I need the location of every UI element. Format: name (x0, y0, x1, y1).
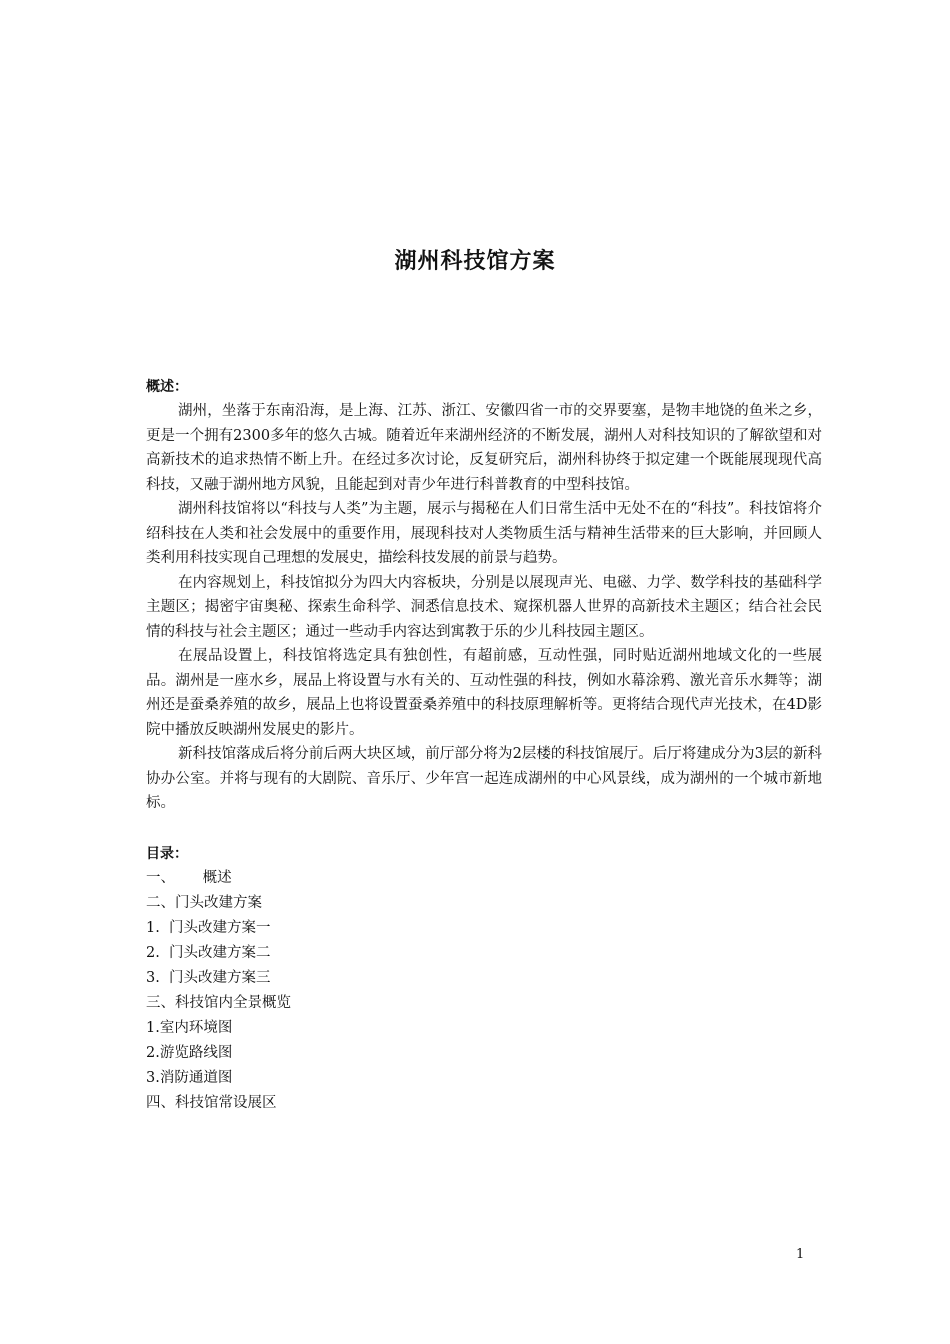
overview-paragraph-5: 新科技馆落成后将分前后两大块区域，前厅部分将为2层楼的科技馆展厅。后厅将建成分为3层的新科协办公室。并将与现有的大剧院、音乐厅、少年宫一起连成湖州的中心风景线，成为湖州的一个城市新地标。 (146, 746, 822, 811)
toc-item-entrance-plan-3: 3. 门头改建方案三 (146, 969, 271, 986)
toc-item-permanent-exhibits: 四、科技馆常设展区 (146, 1094, 277, 1111)
toc-item-fire-exit: 3.消防通道图 (146, 1069, 233, 1086)
table-of-contents (146, 866, 822, 1116)
overview-paragraph-3: 在内容规划上，科技馆拟分为四大内容板块，分别是以展现声光、电磁、力学、数学科技的基础科学主题区；揭密宇宙奥秘、探索生命科学、洞悉信息技术、窥探机器人世界的高新技术主题区；结合社会民情的科技与社会主题区；通过一些动手内容达到寓教于乐的少儿科技园主题区。 (146, 574, 822, 640)
overview-heading: 概述： (146, 379, 188, 395)
overview-paragraph-4: 在展品设置上，科技馆将选定具有独创性，有超前感，互动性强，同时贴近湖州地域文化的一些展品。湖州是一座水乡，展品上将设置与水有关的、互动性强的科技，例如水幕涂鸦、激光音乐水舞等；湖州还是蚕桑养殖的故乡，展品上也将设置蚕桑养殖中的科技原理解析等。更将结合现代声光技术，在4D影院中播放反映湖州发展史的影片。 (146, 648, 822, 738)
page-number: 1 (796, 1247, 805, 1262)
toc-item-entrance-plan-2: 2. 门头改建方案二 (146, 944, 271, 961)
overview-paragraph-2: 湖州科技馆将以“科技与人类”为主题，展示与揭秘在人们日常生活中无处不在的“科技”。科技馆将介绍科技在人类和社会发展中的重要作用，展现科技对人类物质生活与精神生活带来的巨大影响，并回顾人类利用科技实现自己理想的发展史，描绘科技发展的前景与趋势。 (146, 501, 822, 566)
section-spacer (146, 816, 822, 842)
toc-item-indoor-environment: 1.室内环境图 (146, 1019, 233, 1036)
document-body (146, 375, 822, 1116)
page-title: 湖州科技馆方案 (394, 249, 556, 274)
overview-paragraph-1: 湖州，坐落于东南沿海，是上海、江苏、浙江、安徽四省一市的交界要塞，是物丰地饶的鱼米之乡，更是一个拥有2300多年的悠久古城。随着近年来湖州经济的不断发展，湖州人对科技知识的了解欲望和对高新技术的追求热情不断上升。在经过多次讨论，反复研究后，湖州科协终于拟定建一个既能展现现代高科技，又融于湖州地方风貌，且能起到对青少年进行科普教育的中型科技馆。 (146, 403, 822, 493)
toc-item-panorama: 三、科技馆内全景概览 (146, 994, 291, 1011)
toc-item-tour-route: 2.游览路线图 (146, 1044, 233, 1061)
toc-heading: 目录： (146, 845, 188, 862)
toc-item-entrance-renovation: 二、门头改建方案 (146, 894, 262, 911)
toc-item-entrance-plan-1: 1. 门头改建方案一 (146, 919, 271, 936)
toc-item-overview: 一、 概述 (146, 869, 232, 886)
